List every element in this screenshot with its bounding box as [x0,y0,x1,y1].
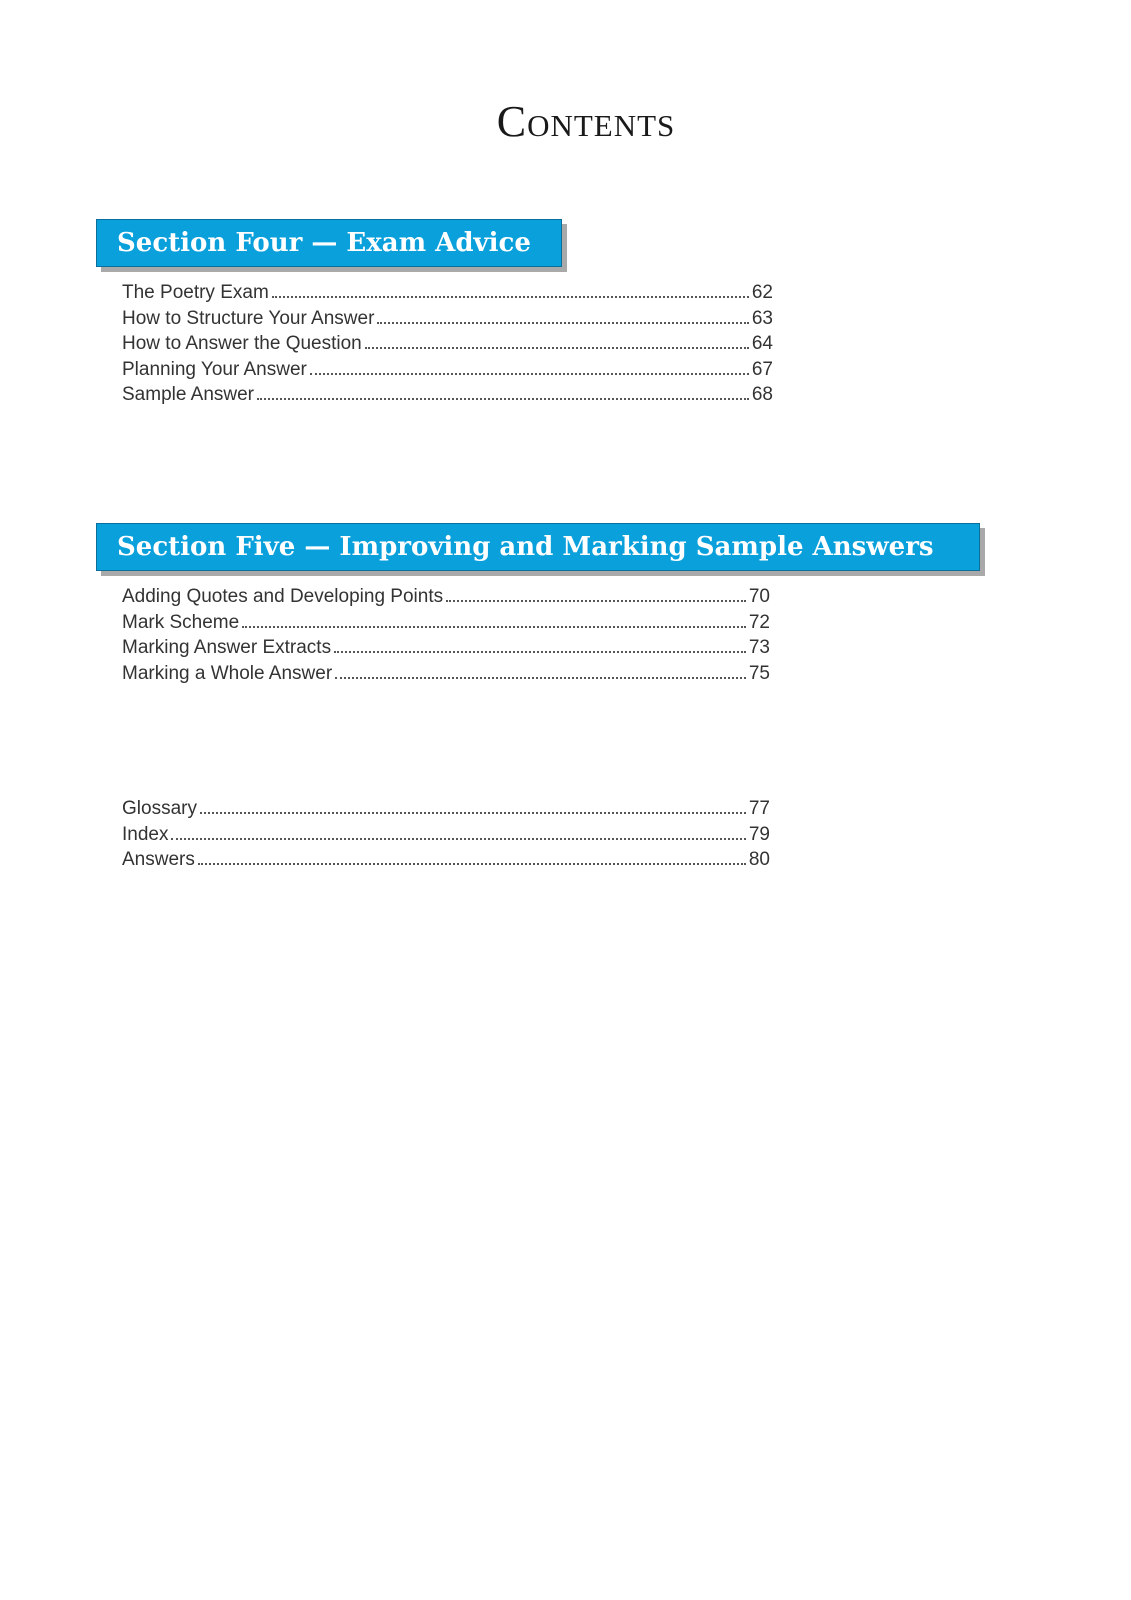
dot-leader [242,626,746,628]
dot-leader [365,347,749,349]
toc-entry-label: Marking Answer Extracts [122,637,332,658]
dot-leader [257,398,749,400]
dot-leader [198,863,746,865]
toc-entry-page: 75 [748,662,770,684]
toc-entry[interactable] [122,333,773,359]
toc-entry-page: 64 [751,333,773,354]
toc-entry-label: Answers [122,849,195,870]
toc-entry[interactable] [122,663,770,689]
toc-entry-label: Glossary [122,798,197,819]
toc-entry-page: 67 [751,358,773,380]
toc-entry-page: 77 [748,798,770,819]
toc-entry[interactable] [122,637,770,663]
toc-entry-page: 70 [748,586,770,607]
toc-entry-label: Index [122,823,169,845]
toc-entry[interactable] [122,612,770,638]
section-four-toc [122,282,773,410]
toc-entry-page: 80 [748,849,770,870]
section-five-heading: Section Five — Improving and Marking Sample Answers [96,523,980,571]
dot-leader [200,812,746,814]
toc-entry-label: How to Answer the Question [122,333,362,354]
toc-entry-page: 73 [748,637,770,658]
toc-entry-page: 63 [751,307,773,329]
toc-entry[interactable] [122,849,770,875]
section-four-heading: Section Four — Exam Advice [96,219,562,267]
dot-leader [446,600,746,602]
toc-entry-label: How to Structure Your Answer [122,307,375,329]
dot-leader [335,677,746,679]
toc-entry-label: Sample Answer [122,384,255,405]
toc-entry-page: 79 [748,823,770,845]
toc-entry[interactable] [122,586,770,612]
toc-entry-label: Planning Your Answer [122,358,307,380]
toc-entry[interactable] [122,384,773,410]
toc-entry[interactable] [122,308,773,334]
toc-entry-label: The Poetry Exam [122,282,269,303]
dot-leader [310,373,749,375]
page-title: Contents [496,97,676,146]
toc-entry[interactable] [122,359,773,385]
dot-leader [272,296,749,298]
toc-entry-label: Mark Scheme [122,611,240,633]
toc-entry-label: Marking a Whole Answer [122,662,333,684]
toc-entry-page: 72 [748,611,770,633]
toc-entry[interactable] [122,798,770,824]
dot-leader [377,322,748,324]
section-five-toc [122,586,770,688]
back-matter-toc [122,798,770,875]
toc-entry-label: Adding Quotes and Developing Points [122,586,444,607]
toc-entry[interactable] [122,282,773,308]
dot-leader [334,651,746,653]
toc-entry[interactable] [122,824,770,850]
dot-leader [171,838,745,840]
toc-entry-page: 68 [751,384,773,405]
toc-entry-page: 62 [751,282,773,303]
